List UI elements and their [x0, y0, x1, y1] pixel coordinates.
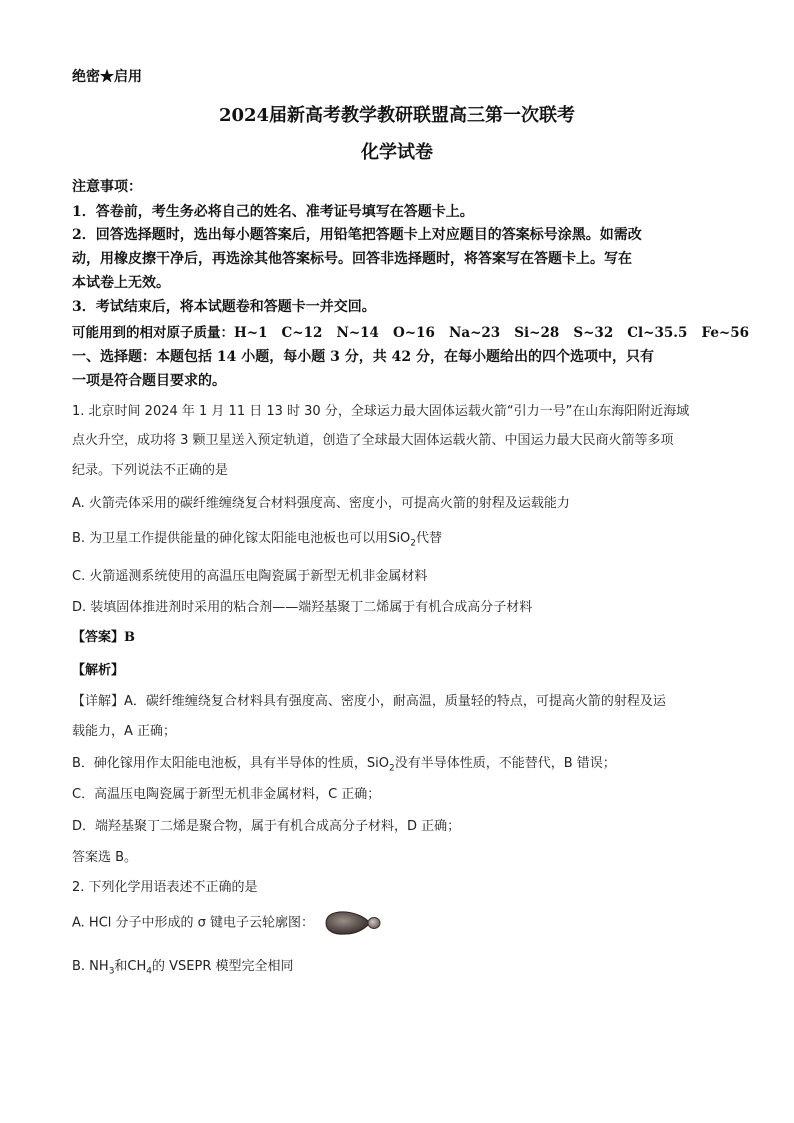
- q1-stem-line-1: 1. 北京时间 2024 年 1 月 11 日 13 时 30 分，全球运力最大固体运载火箭“引力一号”在山东海阳附近海域: [72, 404, 690, 419]
- q1-option-d: D. 装填固体推进剂时采用的粘合剂——端羟基聚丁二烯属于有机合成高分子材料: [72, 600, 533, 615]
- section-1-heading-line-1: 一、选择题：本题包括 14 小题，每小题 3 分，共 42 分，在每小题给出的四个选项中，只有: [72, 349, 654, 365]
- q1-detail-d: D．端羟基聚丁二烯是聚合物，属于有机合成高分子材料，D 正确；: [72, 819, 461, 834]
- notice-heading: 注意事项：: [72, 179, 142, 195]
- q1-detail-b: B．砷化镓用作太阳能电池板，具有半导体的性质，SiO$_2$没有半导体性质，不能替代，B 错误；: [72, 756, 616, 774]
- q1-stem-line-2: 点火升空，成功将 3 颗卫星送入预定轨道，创造了全球最大固体运载火箭、中国运力最大民商火箭等多项: [72, 433, 674, 448]
- sio2-formula: SiO: [388, 531, 411, 546]
- q2-stem: 2. 下列化学用语表述不正确的是: [72, 880, 258, 895]
- atomic-masses: 可能用到的相对原子质量：H~1 C~12 N~14 O~16 Na~23 Si~28 S~32 Cl~35.5 Fe~56: [72, 325, 750, 341]
- notice-item-2-line-2: 动，用橡皮擦干净后，再选涂其他答案标号。回答非选择题时，将答案写在答题卡上。写在: [72, 251, 632, 267]
- notice-item-2-line-1: 2．回答选择题时，选出每小题答案后，用铅笔把答题卡上对应题目的答案标号涂黑。如需改: [72, 227, 642, 243]
- q1-detail-c: C．高温压电陶瓷属于新型无机非金属材料，C 正确；: [72, 787, 381, 802]
- q1-answer-value: B: [124, 630, 136, 645]
- section-1-heading-line-2: 一项是符合题目要求的。: [72, 373, 226, 389]
- q1-option-c: C. 火箭遥测系统使用的高温压电陶瓷属于新型无机非金属材料: [72, 569, 428, 584]
- q2-option-b: B. $NH_3$和$CH_4$的 VSEPR 模型完全相同: [72, 959, 294, 977]
- sigma-bond-electron-cloud-icon: [322, 908, 384, 938]
- q1-detail-line-2: 载能力，A 正确；: [72, 724, 177, 739]
- q1-stem-line-3: 纪录。下列说法不正确的是: [72, 463, 229, 478]
- notice-item-2-line-3: 本试卷上无效。: [72, 275, 170, 291]
- subject-title: 化学试卷: [361, 142, 433, 163]
- q1-option-a: A. 火箭壳体采用的碳纤维缠绕复合材料强度高、密度小，可提高火箭的射程及运载能力: [72, 496, 570, 511]
- q1-answer: 【答案】B: [72, 630, 136, 645]
- q1-conclusion: 答案选 B。: [72, 850, 138, 865]
- secret-label: 绝密★启用: [72, 69, 142, 85]
- notice-item-3: 3．考试结束后，将本试题卷和答题卡一并交回。: [72, 299, 376, 315]
- q2-option-a: A. HCl 分子中形成的 σ 键电子云轮廓图：: [72, 908, 384, 934]
- q1-option-b: B. 为卫星工作提供能量的砷化镓太阳能电池板也可以用SiO$_2$代替: [72, 531, 443, 549]
- notice-item-1: 1．答卷前，考生务必将自己的姓名、准考证号填写在答题卡上。: [72, 204, 474, 220]
- exam-title: 2024届新高考教学教研联盟高三第一次联考: [218, 105, 576, 126]
- q1-analysis-label: 【解析】: [72, 663, 125, 678]
- q1-detail-line-1: 【详解】A．碳纤维缠绕复合材料具有强度高、密度小，耐高温，质量轻的特点，可提高火箭的射程及运: [72, 694, 666, 709]
